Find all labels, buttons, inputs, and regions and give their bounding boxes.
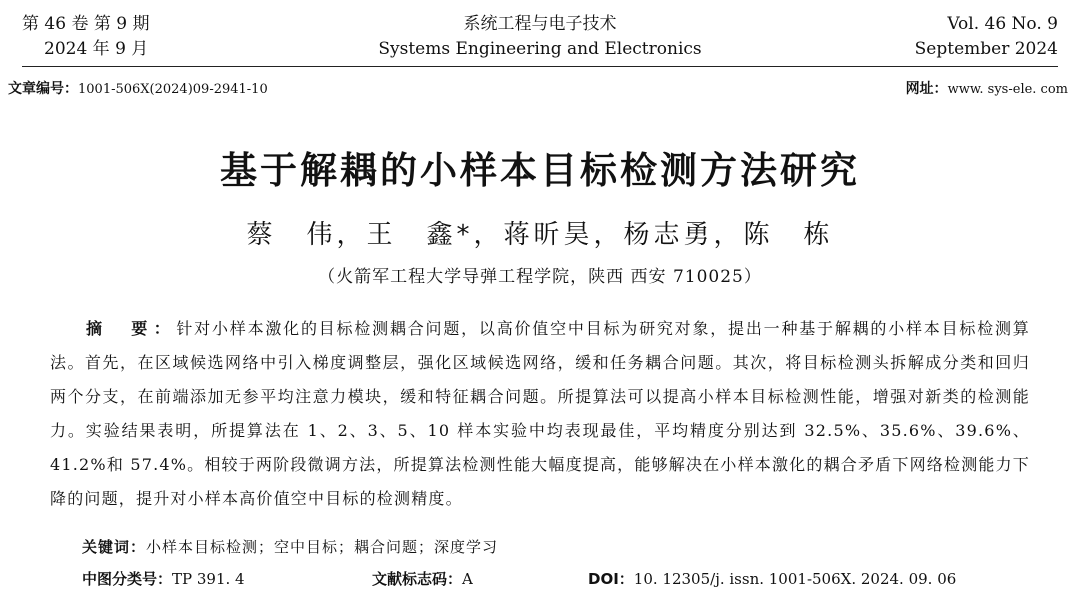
issue-info-en — [915, 12, 1058, 62]
paper-title: 基于解耦的小样本目标检测方法研究 — [220, 149, 860, 192]
document-code — [372, 568, 473, 589]
website-label: 网址： — [905, 81, 948, 97]
journal-header — [0, 6, 1080, 62]
volume-issue-en: Vol. 46 No. 9 — [947, 14, 1058, 34]
article-number — [8, 78, 268, 98]
journal-name-cn: 系统工程与电子技术 — [463, 14, 617, 34]
date-cn: 2024 年 9 月 — [44, 39, 149, 59]
header-divider — [22, 66, 1058, 67]
website-url[interactable]: www. sys-ele. com — [947, 82, 1068, 97]
clc-label: 中图分类号： — [82, 570, 173, 588]
date-en: September 2024 — [914, 39, 1058, 59]
abstract-text: 针对小样本激化的目标检测耦合问题，以高价值空中目标为研究对象，提出一种基于解耦的小样本目标检测算法。首先，在区域候选网络中引入梯度调整层，强化区域候选网络，缓和任务耦合问题。其次，将目标检测头拆解成分类和回归两个分支，在前端添加无参平均注意力模块，缓和特征耦合问题。所提算法可以提高小样本目标检测性能，增强对新类的检测能力。实验结果表明，所提算法在 1、2、3、5、10 样本实验中均表现最佳，平均精度分别达到 32.5%、35.6%、39.6%、41.2%和 57.4%。相较于两阶段微调方法，所提算法检测性能大幅度提高，能够解决在小样本激化的耦合矛盾下网络检测能力下降的问题，提升对小样本高价值空中目标的检测精度。 — [50, 319, 1030, 508]
clc-value: TP 391. 4 — [172, 570, 245, 588]
doc-code-label: 文献标志码： — [372, 570, 463, 588]
doi-value[interactable]: 10. 12305/j. issn. 1001-506X. 2024. 09. 06 — [633, 570, 957, 588]
website — [906, 78, 1068, 98]
affiliation: （火箭军工程大学导弹工程学院，陕西 西安 710025） — [318, 267, 762, 287]
doi — [588, 568, 956, 589]
keywords — [82, 536, 498, 557]
clc-number — [82, 568, 245, 589]
article-number-value: 1001-506X(2024)09-2941-10 — [78, 82, 268, 97]
doc-code-value: A — [462, 570, 473, 588]
keywords-value: 小样本目标检测；空中目标；耦合问题；深度学习 — [146, 538, 499, 556]
keywords-label: 关键词： — [82, 538, 147, 556]
volume-issue-cn: 第 46 卷 第 9 期 — [22, 14, 150, 34]
abstract-label: 摘 要： — [86, 319, 177, 338]
author-list: 蔡 伟，王 鑫*，蒋昕昊，杨志勇，陈 栋 — [246, 220, 834, 250]
journal-name-en: Systems Engineering and Electronics — [378, 39, 702, 59]
doi-label: DOI： — [588, 570, 634, 588]
article-number-label: 文章编号： — [8, 81, 78, 97]
abstract — [50, 312, 1030, 516]
